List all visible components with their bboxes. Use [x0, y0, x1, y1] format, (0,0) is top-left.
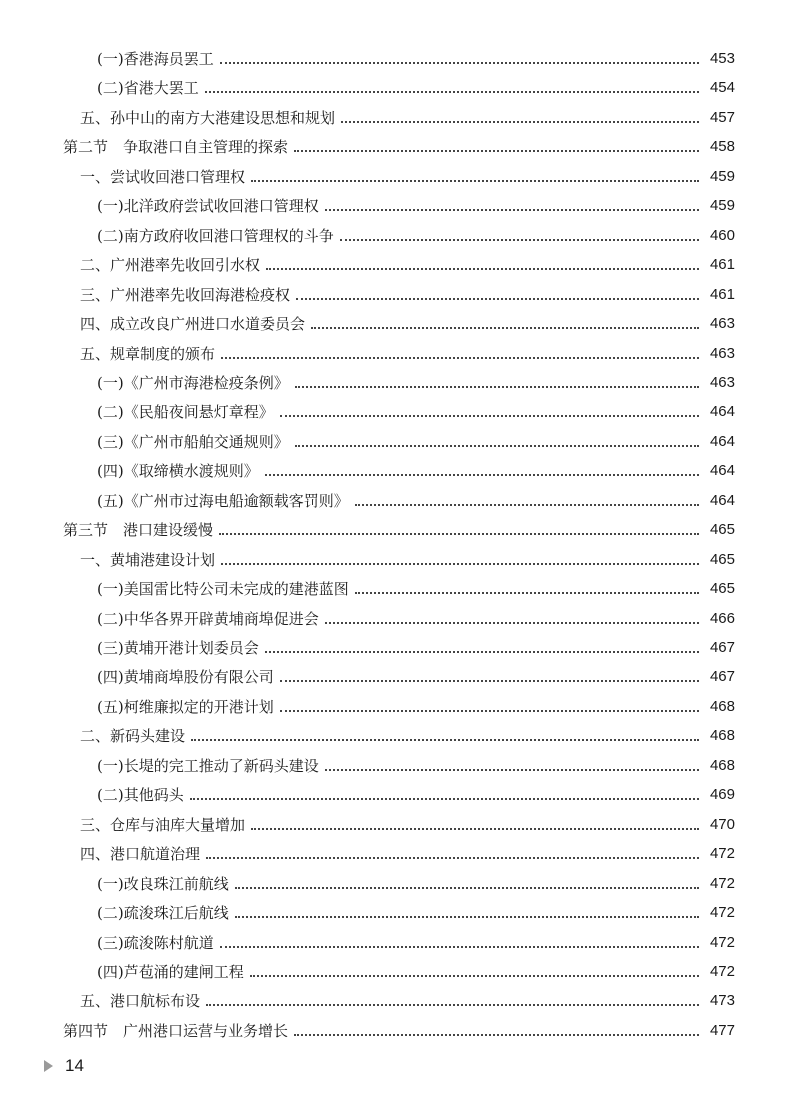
toc-entry-row [80, 283, 735, 307]
toc-page-number: 464 [709, 462, 735, 480]
toc-page-number: 472 [709, 845, 735, 863]
dot-leader [296, 283, 703, 307]
toc-page-number: 472 [709, 904, 735, 922]
toc-entry-row [97, 489, 735, 513]
toc-page-number: 465 [709, 550, 735, 568]
toc-entry-row [97, 224, 735, 248]
toc-entry-title: 第三节 港口建设缓慢 [63, 521, 214, 540]
toc-page-number: 457 [709, 108, 735, 126]
toc-entry-row [97, 931, 735, 955]
dot-leader [235, 872, 703, 896]
dot-leader [221, 548, 703, 572]
dot-leader [205, 76, 703, 100]
toc-entry-title: 二、广州港率先收回引水权 [80, 256, 261, 275]
toc-section-row [63, 1019, 735, 1043]
toc-page-number: 472 [709, 933, 735, 951]
dot-leader [294, 1019, 703, 1043]
toc-entry-row [97, 76, 735, 100]
toc-entry-title: (一)北洋政府尝试收回港口管理权 [97, 197, 319, 216]
dot-leader [341, 106, 703, 130]
toc-page-number: 466 [709, 609, 735, 627]
dot-leader [265, 459, 703, 483]
toc-entry-row [80, 165, 735, 189]
dot-leader [219, 518, 703, 542]
toc-entry-row [80, 842, 735, 866]
toc-page-number: 458 [709, 138, 735, 156]
dot-leader [295, 371, 703, 395]
toc-page-number: 468 [709, 727, 735, 745]
dot-leader [266, 253, 703, 277]
toc-page-number: 468 [709, 756, 735, 774]
dot-leader [251, 813, 703, 837]
toc-page-number: 464 [709, 403, 735, 421]
dot-leader [280, 400, 703, 424]
dot-leader [191, 724, 703, 748]
dot-leader [221, 342, 703, 366]
dot-leader [280, 695, 703, 719]
toc-page-number: 467 [709, 668, 735, 686]
dot-leader [325, 754, 703, 778]
toc-page-number: 459 [709, 167, 735, 185]
toc-page-number: 469 [709, 786, 735, 804]
toc-entry-row [97, 665, 735, 689]
toc-entry-row [80, 724, 735, 748]
toc-entry-title: 第二节 争取港口自主管理的探索 [63, 138, 289, 157]
toc-page-number: 477 [709, 1021, 735, 1039]
toc-entry-row [97, 754, 735, 778]
toc-entry-title: (一)香港海员罢工 [97, 50, 214, 68]
dot-leader [250, 960, 703, 984]
toc-page-number: 453 [709, 50, 735, 67]
toc-entry-title: 五、港口航标布设 [80, 992, 201, 1011]
toc-entry-row [80, 342, 735, 366]
toc-entry-title: (四)芦苞涌的建闸工程 [97, 962, 244, 981]
toc-page-number: 463 [709, 373, 735, 391]
toc-entry-row [97, 400, 735, 424]
toc-entry-row [97, 577, 735, 601]
dot-leader [311, 312, 703, 336]
toc-page-number: 472 [709, 962, 735, 980]
dot-leader [325, 607, 703, 631]
toc-page-number: 459 [709, 197, 735, 215]
toc-entry-title: 三、广州港率先收回海港检疫权 [80, 285, 291, 304]
toc-page-number: 467 [709, 639, 735, 656]
toc-section-row [63, 135, 735, 159]
toc-entry-title: (二)《民船夜间悬灯章程》 [97, 403, 274, 422]
toc-entry-row [97, 47, 735, 71]
toc-page-number: 464 [709, 432, 735, 450]
toc-entry-title: 五、规章制度的颁布 [80, 344, 216, 363]
toc-entry-row [97, 872, 735, 896]
toc-entry-row [80, 989, 735, 1013]
toc-entry-row [80, 253, 735, 277]
dot-leader [340, 224, 703, 248]
toc-entry-title: (二)疏浚珠江后航线 [97, 904, 229, 923]
toc-page-number: 473 [709, 992, 735, 1010]
toc-entry-title: 第四节 广州港口运营与业务增长 [63, 1021, 289, 1040]
toc-entry-row [97, 430, 735, 454]
toc-entry-title: (五)柯维廉拟定的开港计划 [97, 697, 274, 716]
toc-entry-title: 三、仓库与油库大量增加 [80, 815, 246, 834]
toc-page-number: 465 [709, 580, 735, 598]
toc-entry-row [97, 695, 735, 719]
toc-entry-title: 四、港口航道治理 [80, 845, 201, 864]
toc-entry-title: 一、尝试收回港口管理权 [80, 167, 246, 186]
toc-page-number: 454 [709, 79, 735, 97]
toc-entry-row [80, 312, 735, 336]
dot-leader [355, 489, 703, 513]
toc-section-row [63, 518, 735, 542]
toc-page-number: 461 [709, 285, 735, 303]
toc-entry-title: (二)中华各界开辟黄埔商埠促进会 [97, 609, 319, 628]
toc-entry-title: (二)其他码头 [97, 786, 184, 805]
toc-entry-title: (三)黄埔开港计划委员会 [97, 639, 259, 657]
dot-leader [220, 47, 703, 71]
toc-page-number: 460 [709, 226, 735, 244]
page-footer [44, 1054, 84, 1078]
toc-entry-title: 二、新码头建设 [80, 727, 186, 746]
dot-leader [206, 842, 703, 866]
toc-page-number: 470 [709, 815, 735, 833]
dot-leader [355, 577, 703, 601]
toc-page-number: 464 [709, 491, 735, 509]
dot-leader [235, 901, 703, 925]
toc-entry-row [97, 901, 735, 925]
dot-leader [280, 665, 703, 689]
toc-entry-title: 一、黄埔港建设计划 [80, 550, 216, 569]
toc-entry-title: (二)南方政府收回港口管理权的斗争 [97, 226, 334, 245]
toc-entry-row [80, 548, 735, 572]
toc-entry-row [97, 371, 735, 395]
toc-entry-title: (三)疏浚陈村航道 [97, 933, 214, 952]
toc-entry-row [97, 636, 735, 660]
toc-entry-row [80, 106, 735, 130]
toc-entry-row [97, 960, 735, 984]
toc-entry-title: (一)改良珠江前航线 [97, 874, 229, 893]
toc-page-number: 463 [709, 315, 735, 333]
dot-leader [325, 194, 703, 218]
dot-leader [220, 931, 703, 955]
toc-page-number: 463 [709, 344, 735, 362]
dot-leader [251, 165, 703, 189]
toc-entry-title: (一)《广州市海港检疫条例》 [97, 373, 289, 392]
toc-entry-title: (三)《广州市船舶交通规则》 [97, 432, 289, 451]
page-number: 14 [65, 1056, 84, 1075]
toc-entry-title: (一)美国雷比特公司未完成的建港蓝图 [97, 580, 349, 599]
dot-leader [206, 989, 703, 1013]
toc-entry-title: (一)长堤的完工推动了新码头建设 [97, 756, 319, 775]
dot-leader [294, 135, 703, 159]
toc-page-number: 468 [709, 697, 735, 715]
dot-leader [265, 636, 703, 660]
toc-entry-row [80, 813, 735, 837]
toc-page-number: 465 [709, 521, 735, 539]
dot-leader [190, 783, 703, 807]
toc-entry-row [97, 194, 735, 218]
toc-entry-title: 五、孙中山的南方大港建设思想和规划 [80, 108, 336, 127]
toc-entry-title: (二)省港大罢工 [97, 79, 199, 98]
toc-page-number: 461 [709, 256, 735, 274]
toc-page-number: 472 [709, 874, 735, 892]
toc-entry-title: (四)《取缔横水渡规则》 [97, 462, 259, 481]
toc-entry-row [97, 783, 735, 807]
toc-entry-title: (五)《广州市过海电船逾额载客罚则》 [97, 491, 349, 510]
dot-leader [295, 430, 703, 454]
triangle-arrow-icon [44, 1060, 53, 1072]
toc-entry-title: (四)黄埔商埠股份有限公司 [97, 668, 274, 687]
toc-entry-row [97, 607, 735, 631]
toc-entry-row [97, 459, 735, 483]
toc-entry-title: 四、成立改良广州进口水道委员会 [80, 315, 306, 334]
